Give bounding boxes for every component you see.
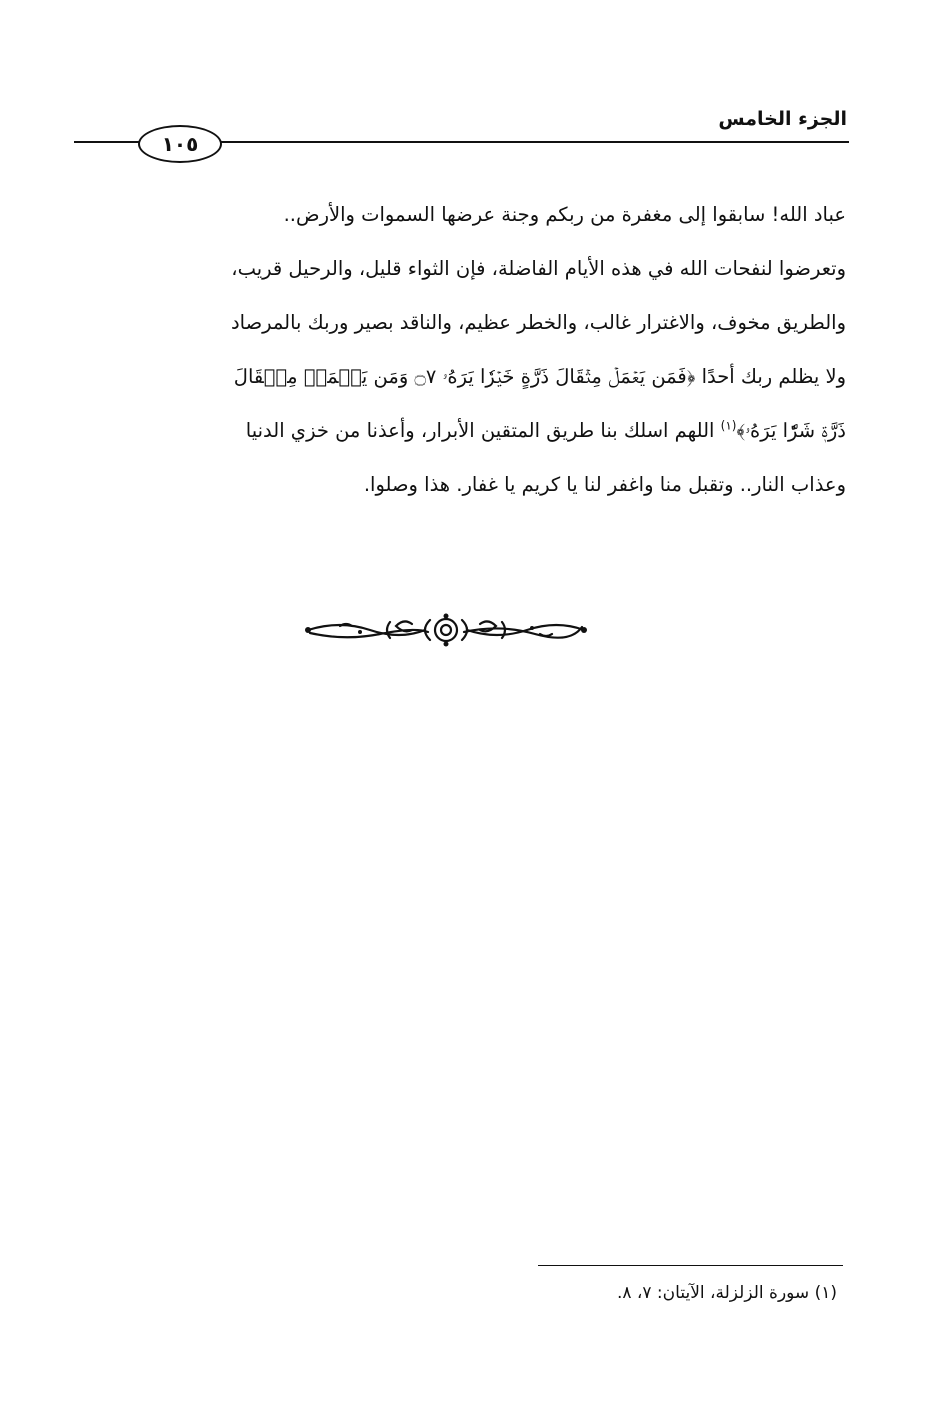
page-header <box>74 108 849 168</box>
text-line: وتعرضوا لنفحات الله في هذه الأيام الفاضلة، فإن الثواء قليل، والرحيل قريب، <box>231 257 846 280</box>
page-number-badge: ١٠٥ <box>138 125 222 163</box>
text-span: ولا يظلم ربك أحدًا <box>695 365 846 388</box>
part-title: الجزء الخامس <box>718 108 847 130</box>
text-line: والطريق مخوف، والاغترار غالب، والخطر عظيم، والناقد بصير وربك بالمرصاد <box>230 311 846 334</box>
main-text <box>74 188 846 512</box>
text-line <box>74 350 846 404</box>
footnote-separator <box>538 1265 843 1266</box>
text-line: عباد الله! سابقوا إلى مغفرة من ربكم وجنة عرضها السموات والأرض.. <box>283 203 846 226</box>
text-line: وعذاب النار.. وتقبل منا واغفر لنا يا كريم يا غفار. هذا وصلوا. <box>363 473 846 496</box>
footnote: (١) سورة الزلزلة، الآيتان: ٧، ٨. <box>616 1283 837 1303</box>
quran-verse: ﴿فَمَن يَعۡمَلۡ مِثۡقَالَ ذَرَّةٍ خَيۡرٗا يَرَهُۥ ۝٧ وَمَن يَعۡمَلۡ مِثۡقَالَ <box>233 365 696 388</box>
quran-verse: ذَرَّةٖ شَرّٗا يَرَهُۥ﴾ <box>736 419 846 442</box>
text-line <box>74 404 846 458</box>
ornament-divider <box>300 608 592 652</box>
text-span: اللهم اسلك بنا طريق المتقين الأبرار، وأعذنا من خزي الدنيا <box>245 419 721 442</box>
footnote-reference: (١) <box>720 418 737 433</box>
